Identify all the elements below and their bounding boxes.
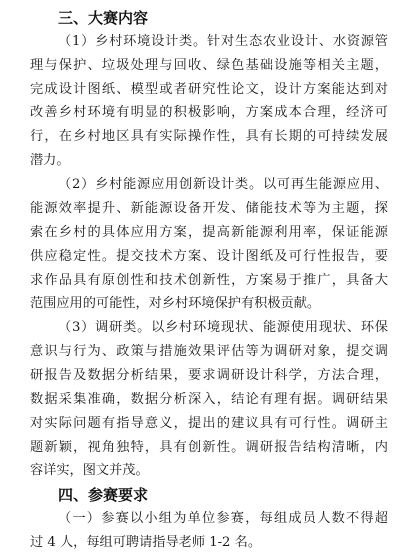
paragraph-line: 索在乡村的具体应用方案，提高新能源利用率，保证能源 xyxy=(30,225,388,240)
paragraph-line: 改善乡村环境有明显的积极影响，方案成本合理，经济可 xyxy=(30,105,388,120)
paragraph-line: 过 4 人，每组可聘请指导老师 1-2 名。 xyxy=(30,535,262,550)
paragraph-line: 理与保护、垃圾处理与回收、绿色基础设施等相关主题， xyxy=(30,58,388,73)
paragraph-line: 能源效率提升、新能源设备开发、储能技术等为主题，探 xyxy=(30,201,388,216)
paragraph-line: （2）乡村能源应用创新设计类。以可再生能源应用、 xyxy=(58,177,388,192)
paragraph-line: 数据采集准确，数据分析深入，结论有理有据。调研结果 xyxy=(30,392,388,407)
paragraph-line: （3）调研类。以乡村环境现状、能源使用现状、环保 xyxy=(58,320,388,335)
paragraph-line: 范围应用的可能性，对乡村环境保护有积极贡献。 xyxy=(30,296,321,311)
paragraph-line: 完成设计图纸、模型或者研究性论文，设计方案能达到对 xyxy=(30,82,388,97)
paragraph-line: 行，在乡村地区具有实际操作性，具有长期的可持续发展 xyxy=(30,129,388,144)
paragraph-line: 潜力。 xyxy=(30,153,70,168)
paragraph-line: 研报告及数据分析结果，要求调研设计科学，方法合理， xyxy=(30,368,388,383)
paragraph-line: 对实际问题有指导意义，提出的建议具有可行性。调研主 xyxy=(30,416,388,431)
paragraph-line: 供应稳定性。提交技术方案、设计图纸及可行性报告，要 xyxy=(30,249,388,264)
section-heading-contest-content: 三、大赛内容 xyxy=(58,9,149,27)
paragraph-line: 求作品具有原创性和技术创新性，方案易于推广，具备大 xyxy=(30,273,388,288)
paragraph-line: （一）参赛以小组为单位参赛，每组成员人数不得超 xyxy=(58,511,388,526)
paragraph-line: 题新颖，视角独特，具有创新性。调研报告结构清晰，内 xyxy=(30,440,388,455)
paragraph-line: （1）乡村环境设计类。针对生态农业设计、水资源管 xyxy=(58,34,388,49)
paragraph-line: 意识与行为、政策与措施效果评估等为调研对象，提交调 xyxy=(30,344,388,359)
paragraph-line: 容详实，图文并茂。 xyxy=(30,463,149,478)
section-heading-entry-requirements: 四、参赛要求 xyxy=(58,486,149,504)
